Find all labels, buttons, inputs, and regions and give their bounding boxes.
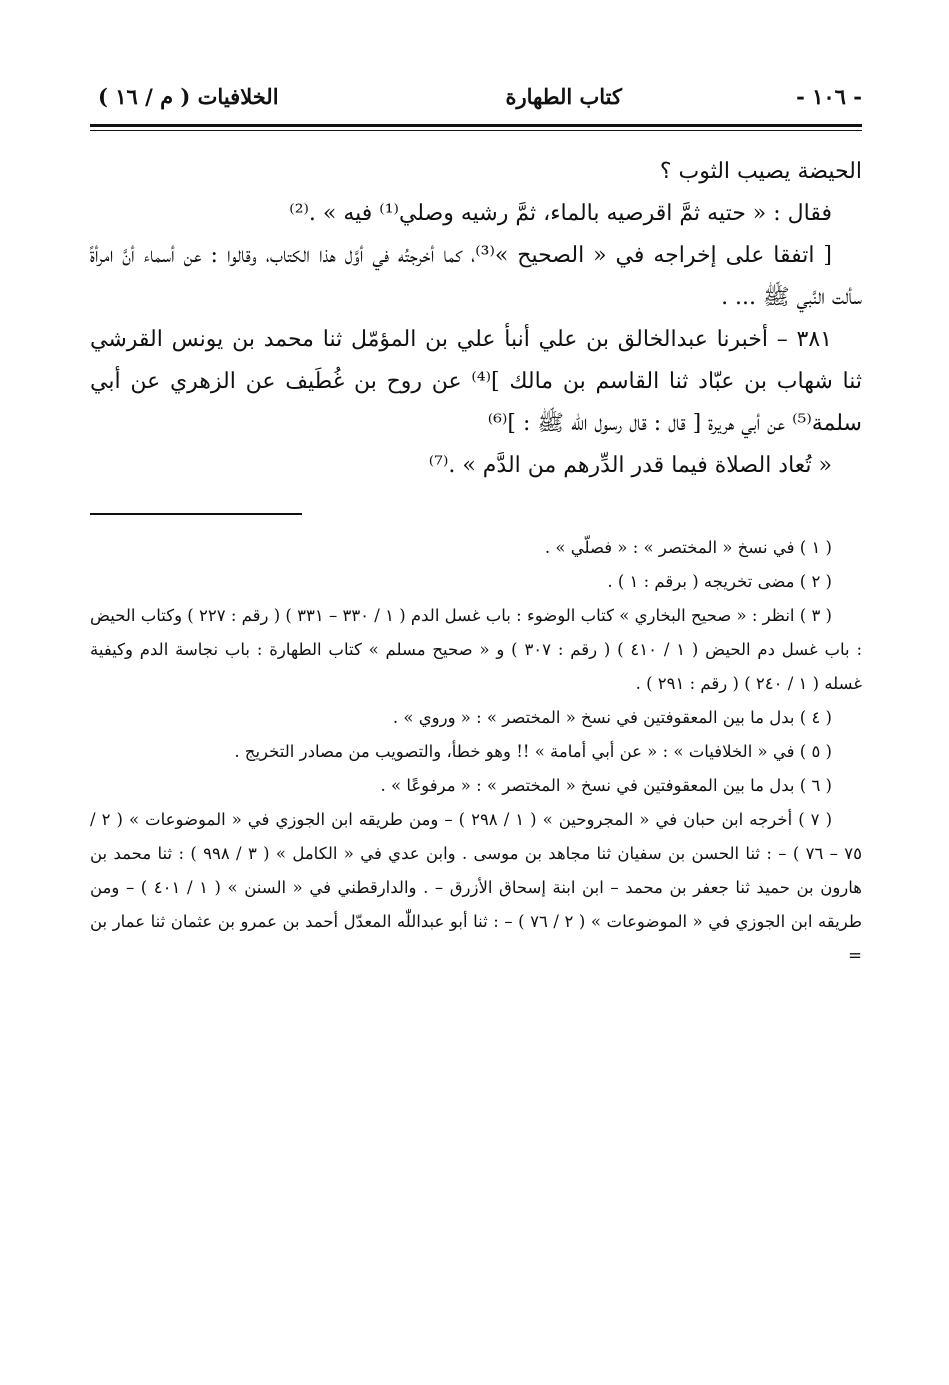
header-rule-thick — [90, 124, 862, 127]
footnote: ( ٧ ) أخرجه ابن حبان في « المجروحين » ( ١ / ٢٩٨ ) – ومن طريقه ابن الجوزي في « الموضوعات » ( ٢ / ٧٥ – ٧٦ ) – : ثنا الحسن بن سفيان ثنا مجاهد بن موسى . وابن عدي في « الكامل » ( ٣ / ٩٩٨ ) : ثنا محمد بن هارون بن حميد ثنا جعفر بن محمد – ابن ابنة إسحاق الأزرق – . والدارقطني في « السنن » ( ١ / ٤٠١ ) – ومن طريقه ابن الجوزي في « الموضوعات » ( ٢ / ٧٦ ) – : ثنا أبو عبداللّٰه المعدّل أحمد بن عمرو بن عثمان ثنا عمار بن = — [90, 810, 862, 965]
series-title: الخلافيات ( م / ١٦ ) — [98, 84, 279, 109]
footnote: ( ٢ ) مضى تخريجه ( برقم : ١ ) . — [607, 572, 832, 591]
footnote: ( ٥ ) في « الخلافيات » : « عن أبي أمامة » !! وهو خطأ، والتصويب من مصادر التخريج . — [234, 742, 832, 761]
main-text — [90, 151, 862, 487]
book-title: كتاب الطهارة — [505, 84, 622, 109]
page-number: - ١٠٦ - — [796, 84, 862, 109]
hadith-paragraph: ٣٨١ – أخبرنا عبدالخالق بن علي أنبأ علي بن المؤمّل ثنا محمد بن يونس القرشي ثنا شهاب بن عبّاد ثنا القاسم بن مالك ]⁽⁴⁾ عن روح بن غُطَيف عن الزهري عن أبي سلمة⁽⁵⁾ عن أبي هريرة [ قال : قال رسول اللّٰه ﷺ : ]⁽⁶⁾ — [90, 327, 862, 436]
footnote: ( ٦ ) بدل ما بين المعقوفتين في نسخ « المختصر » : « مرفوعًا » . — [380, 776, 832, 795]
footnote: ( ١ ) في نسخ « المختصر » : « فصلّي » . — [544, 538, 832, 557]
footnotes — [90, 531, 862, 973]
book-page — [90, 78, 862, 973]
footnote-separator — [90, 513, 302, 515]
header-rule-thin — [90, 130, 862, 131]
main-paragraph: الحيضة يصيب الثوب ؟ — [659, 159, 862, 184]
footnote: ( ٣ ) انظر : « صحيح البخاري » كتاب الوضوء : باب غسل الدم ( ١ / ٣٣٠ – ٣٣١ ) ( رقم : ٢٢٧ ) وكتاب الحيض : باب غسل دم الحيض ( ١ / ٤١٠ ) ( رقم : ٣٠٧ ) و « صحيح مسلم » كتاب الطهارة : باب نجاسة الدم وكيفية غسله ( ١ / ٢٤٠ ) ( رقم : ٢٩١ ) . — [90, 606, 862, 693]
main-paragraph: فقال : « حتيه ثمَّ اقرصيه بالماء، ثمَّ رشيه وصلي⁽¹⁾ فيه » .⁽²⁾ — [289, 201, 832, 226]
hadith-text: « تُعاد الصلاة فيما قدر الدِّرهم من الدَّم » .⁽⁷⁾ — [428, 453, 832, 478]
main-paragraph: [ اتفقا على إخراجه في « الصحيح »⁽³⁾، كما أخرجتُه في أوَّل هذا الكتاب، وقالوا : عن أسماء أنَّ امرأةً سألت النَّبي ﷺ ... . — [90, 243, 862, 310]
footnote: ( ٤ ) بدل ما بين المعقوفتين في نسخ « المختصر » : « وروي » . — [392, 708, 832, 727]
page-header — [90, 78, 862, 122]
